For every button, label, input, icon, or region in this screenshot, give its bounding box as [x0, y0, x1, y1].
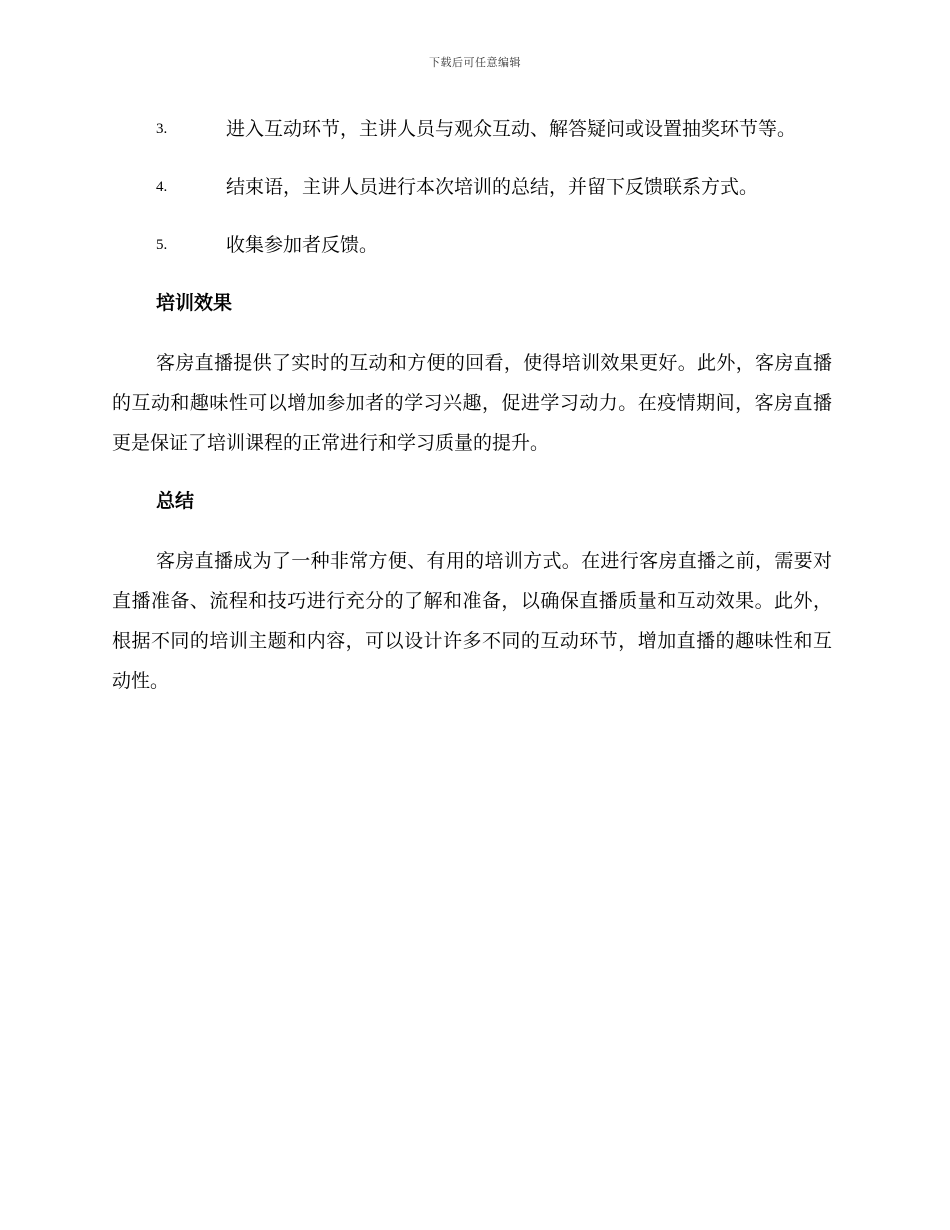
list-item-number: 3.	[156, 121, 168, 137]
list-item-number: 5.	[156, 237, 168, 253]
list-item	[112, 110, 832, 148]
list-item	[112, 226, 832, 264]
list-item	[112, 168, 832, 206]
section-paragraph-summary: 客房直播成为了一种非常方便、有用的培训方式。在进行客房直播之前，需要对直播准备、流程和技巧进行充分的了解和准备，以确保直播质量和互动效果。此外，根据不同的培训主题和内容，可以设计许多不同的互动环节，增加直播的趣味性和互动性。	[112, 550, 832, 692]
section-paragraph-training-effect: 客房直播提供了实时的互动和方便的回看，使得培训效果更好。此外，客房直播的互动和趣味性可以增加参加者的学习兴趣，促进学习动力。在疫情期间，客房直播更是保证了培训课程的正常进行和学习质量的提升。	[112, 352, 832, 454]
list-item-text: 收集参加者反馈。	[226, 234, 379, 256]
section-heading-training-effect: 培训效果	[156, 292, 233, 314]
list-item-text: 结束语，主讲人员进行本次培训的总结，并留下反馈联系方式。	[226, 176, 759, 198]
list-item-number: 4.	[156, 179, 168, 195]
header-note: 下载后可任意编辑	[429, 56, 521, 69]
list-item-text: 进入互动环节，主讲人员与观众互动、解答疑问或设置抽奖环节等。	[226, 118, 797, 140]
section-heading-summary: 总结	[156, 490, 195, 512]
document-body	[112, 110, 832, 720]
